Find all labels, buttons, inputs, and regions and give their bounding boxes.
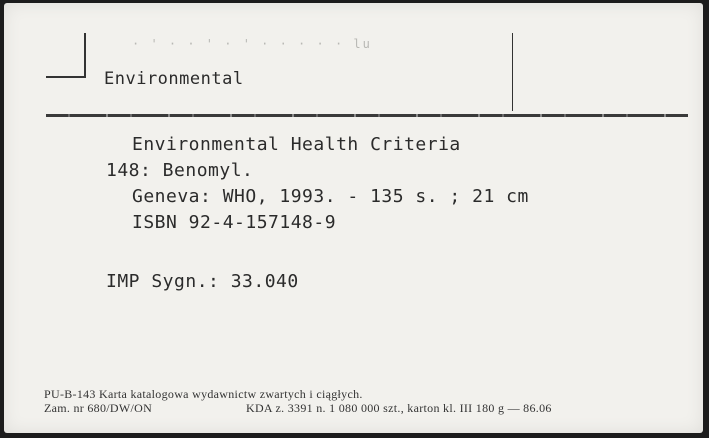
footer-line-2-left: Zam. nr 680/DW/ON [44, 401, 153, 415]
call-number: IMP Sygn.: 33.040 [106, 271, 299, 292]
horizontal-rule [46, 114, 688, 117]
title-line-1: Environmental Health Criteria [132, 134, 461, 155]
isbn-line: ISBN 92-4-157148-9 [132, 212, 337, 233]
subject-heading: Environmental [104, 69, 244, 89]
catalog-card [4, 3, 703, 433]
footer-line-2-right: KDA z. 3391 n. 1 080 000 szt., karton kl. III 180 g — 86.06 [246, 401, 552, 415]
imprint-line: Geneva: WHO, 1993. - 135 s. ; 21 cm [132, 186, 529, 207]
faint-bleedthrough-text: · ' · · ' · ' · · · · · lu [132, 37, 372, 51]
title-line-2: 148: Benomyl. [106, 160, 254, 181]
corner-bracket-vertical [84, 33, 86, 77]
corner-bracket-horizontal [46, 76, 86, 78]
footer-line-1: PU-B-143 Karta katalogowa wydawnictw zwartych i ciągłych. [44, 387, 363, 401]
right-vertical-rule [512, 33, 513, 111]
